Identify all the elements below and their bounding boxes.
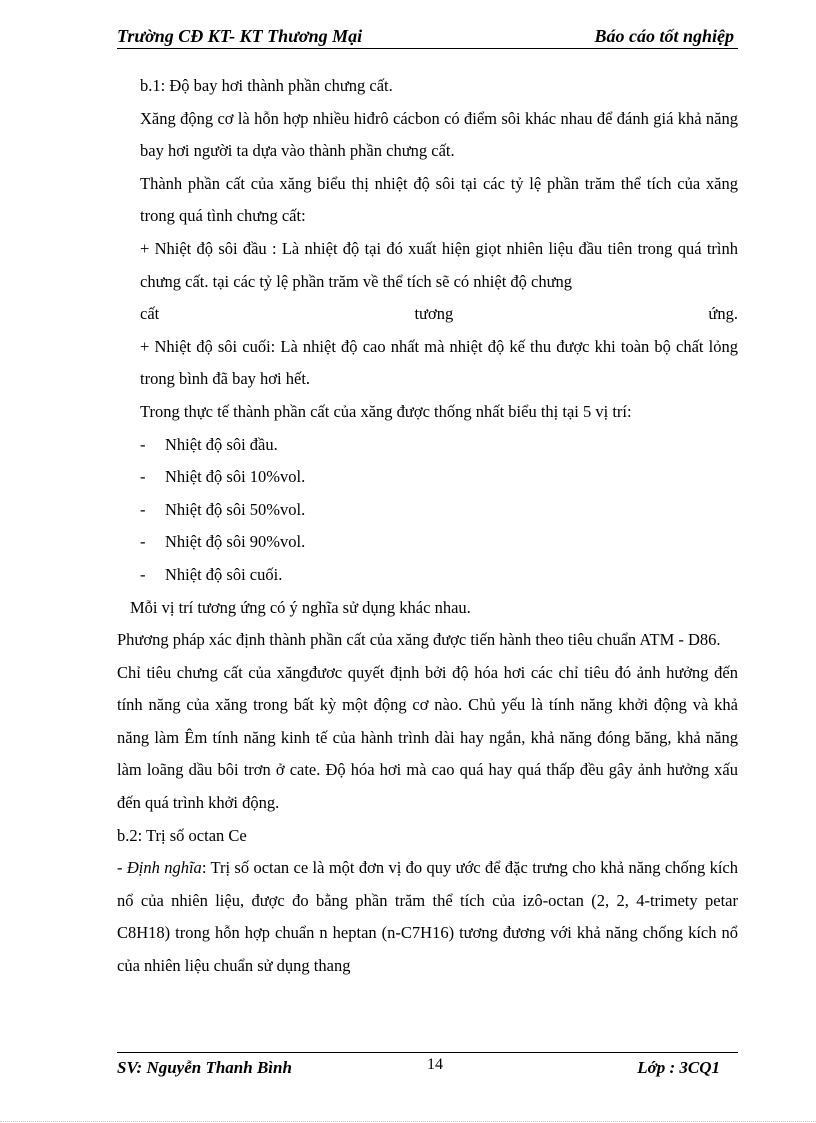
paragraph-distillation-composition: Thành phần cất của xăng biểu thị nhiệt độ sôi tại các tỷ lệ phần trăm thể tích của xăng trong quá tình chưng cất: [140,173,738,226]
page-footer [117,1052,738,1083]
page-content [117,70,738,983]
list-item-text: Nhiệt độ sôi 90%vol. [165,532,306,552]
definition-label: - Định nghĩa [117,858,202,878]
page-number: 14 [427,1056,443,1073]
list-item [117,526,738,559]
list-item-text: Nhiệt độ sôi cuối. [165,564,283,584]
header-report-title: Báo cáo tốt nghiệp [594,26,734,46]
paragraph-initial-boiling-point-end [117,298,738,331]
paragraph-final-boiling-point: + Nhiệt độ sôi cuối: Là nhiệt độ cao nhất mà nhiệt độ kế thu được khi toàn bộ chất lỏng trong bình đã bay hơi hết. [140,336,738,389]
paragraph-meaning: Mỗi vị trí tương ứng có ý nghĩa sử dụng khác nhau. [130,597,471,617]
section-heading-b2: b.2: Trị số octan Ce [117,825,247,845]
bullet-dash: - [140,499,146,519]
list-item [117,494,738,527]
word-tuong: tương [414,304,454,324]
definition-text: : Trị số octan ce là một đơn vị đo quy ước để đặc trưng cho khả năng chống kích nổ của nhiên liệu, được đo bằng phần trăm thể tích của izô-octan (2, 2, 4-trimety petar C8H18) trong hỗn hợp chuẩn n heptan (n-C7H16) tương đương với khả năng chống kích nổ của nhiên liệu chuẩn sử dụng thang [117,858,738,976]
paragraph-five-positions: Trong thực tế thành phần cất của xăng được thống nhất biểu thị tại 5 vị trí: [140,401,632,421]
section-heading-b1: b.1: Độ bay hơi thành phần chưng cất. [140,76,393,95]
footer-class: Lớp : 3CQ1 [637,1058,720,1077]
list-item-text: Nhiệt độ sôi 10%vol. [165,467,306,487]
paragraph-initial-boiling-point: + Nhiệt độ sôi đầu : Là nhiệt độ tại đó xuất hiện giọt nhiên liệu đầu tiên trong quá trình chưng cất. tại các tỷ lệ phần trăm về thể tích sẽ có nhiệt độ chưng [140,238,738,291]
word-ung: ứng. [708,304,738,324]
bullet-dash: - [140,467,146,487]
paragraph-distillation-index: Chỉ tiêu chưng cất của xăngđươc quyết định bởi độ hóa hơi các chỉ tiêu đó ảnh hưởng đến tính năng của xăng trong bất kỳ một động cơ nào. Chủ yếu là tính năng khởi động và khả năng làm Êm tính năng kinh tế của hành trình dài hay ngắn, khả năng đóng băng, khả năng làm loãng dầu bôi trơn ở cate. Độ hóa hơi mà cao quá hay quá thấp đều gây ảnh hưởng xấu đến quá trình khởi động. [117,662,738,813]
bullet-dash: - [140,532,146,552]
list-item [117,461,738,494]
footer-student-name: SV: Nguyễn Thanh Bình [117,1058,292,1077]
paragraph-gasoline-definition: Xăng động cơ là hỗn hợp nhiều hiđrô cácbon có điểm sôi khác nhau để đánh giá khả năng bay hơi người ta dựa vào thành phần chưng cất. [140,108,738,161]
list-item [117,559,738,592]
bullet-dash: - [140,564,146,584]
paragraph-octan-definition [117,852,738,982]
list-item [117,429,738,462]
header-school-name: Trường CĐ KT- KT Thương Mại [117,26,363,46]
list-item-text: Nhiệt độ sôi 50%vol. [165,499,306,519]
page-break-line [0,1121,816,1122]
bullet-dash: - [140,434,146,454]
list-item-text: Nhiệt độ sôi đầu. [165,434,278,454]
page-header [117,24,738,49]
word-cat: cất [140,304,160,324]
paragraph-method: Phương pháp xác định thành phần cất của xăng được tiến hành theo tiêu chuẩn ATM - D86. [117,630,721,650]
